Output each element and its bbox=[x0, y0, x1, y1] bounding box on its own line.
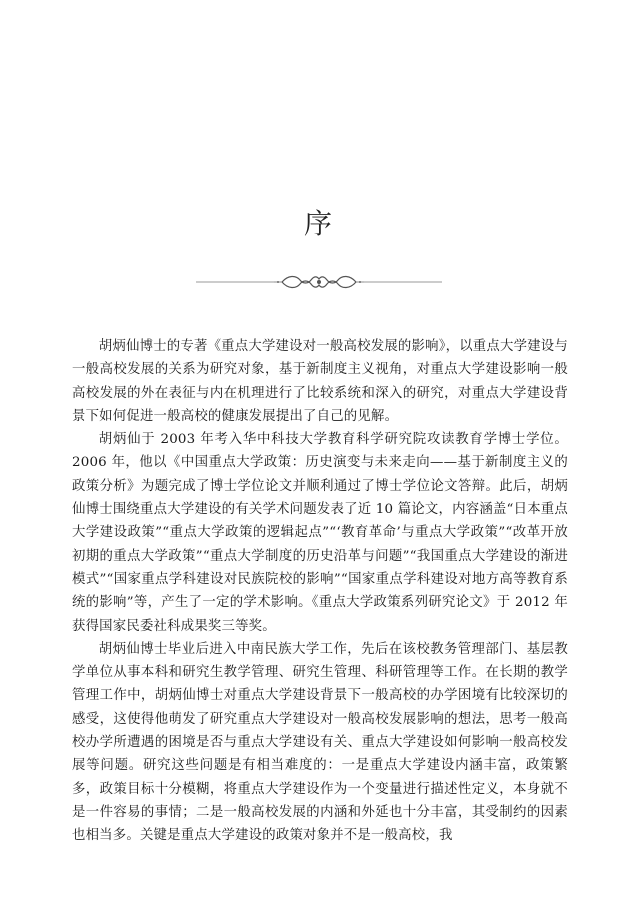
body-text bbox=[72, 335, 568, 848]
paragraph: 胡炳仙于 2003 年考入华中科技大学教育科学研究院攻读教育学博士学位。2006 年，他以《中国重点大学政策：历史演变与未来走向——基于新制度主义的政策分析》为题完成了博士学位论文并顺利通过了博士学位论文答辩。此后，胡炳仙博士围绕重点大学建设的有关学术问题发表了近 10 篇论文，内容涵盖“日本重点大学建设政策”“重点大学政策的逻辑起点”“‘教育革命’与重点大学政策”“改革开放初期的重点大学政策”“重点大学制度的历史沿革与问题”“我国重点大学建设的渐进模式”“国家重点学科建设对民族院校的影响”“国家重点学科建设对地方高等教育系统的影响”等，产生了一定的学术影响。《重点大学政策系列研究论文》于 2012 年获得国家民委社科成果奖三等奖。 bbox=[72, 432, 568, 634]
page-title: 序 bbox=[303, 207, 334, 240]
paragraph: 胡炳仙博士毕业后进入中南民族大学工作，先后在该校教务管理部门、基层教学单位从事本科和研究生教学管理、研究生管理、科研管理等工作。在长期的教学管理工作中，胡炳仙博士对重点大学建设背景下一般高校的办学困境有比较深切的感受，这使得他萌发了研究重点大学建设对一般高校发展影响的想法，思考一般高校办学所遭遇的困境是否与重点大学建设有关、重点大学建设如何影响一般高校发展等问题。研究这些问题是有相当难度的：一是重点大学建设内涵丰富，政策繁多，政策目标十分模糊，将重点大学建设作为一个变量进行描述性定义，本身就不是一件容易的事情；二是一般高校发展的内涵和外延也十分丰富，其受制约的因素也相当多。关键是重点大学建设的政策对象并不是一般高校，我 bbox=[72, 641, 568, 844]
decorative-divider-icon bbox=[196, 272, 442, 292]
paragraph: 胡炳仙博士的专著《重点大学建设对一般高校发展的影响》，以重点大学建设与一般高校发展的关系为研究对象，基于新制度主义视角，对重点大学建设影响一般高校发展的外在表征与内在机理进行了比较系统和深入的研究，对重点大学建设背景下如何促进一般高校的健康发展提出了自己的见解。 bbox=[72, 339, 568, 424]
